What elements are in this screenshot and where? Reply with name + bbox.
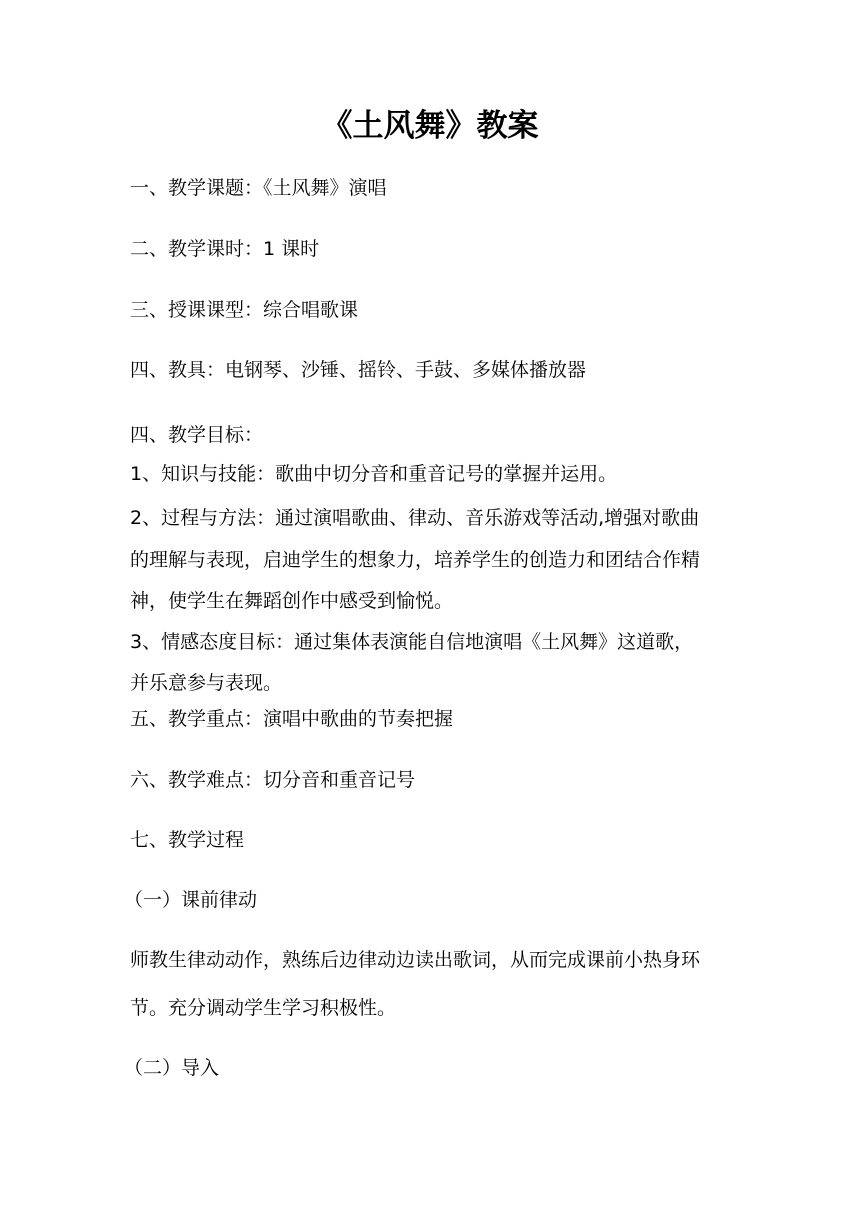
objective-process-line-3: 神，使学生在舞蹈创作中感受到愉悦。 bbox=[130, 590, 454, 612]
objective-process-line-2: 的理解与表现，启迪学生的想象力，培养学生的创造力和团结合作精 bbox=[130, 549, 701, 571]
document-title: 《土风舞》教案 bbox=[321, 108, 539, 144]
subsection-introduction: （二）导入 bbox=[124, 1057, 220, 1079]
section-objectives-heading: 四、教学目标： bbox=[130, 424, 264, 446]
section-process-heading: 七、教学过程 bbox=[130, 829, 245, 851]
section-class-type: 三、授课课型：综合唱歌课 bbox=[130, 299, 359, 321]
objective-process-line-1: 2、过程与方法：通过演唱歌曲、律动、音乐游戏等活动,增强对歌曲 bbox=[130, 507, 700, 529]
section-key-points: 五、教学重点：演唱中歌曲的节奏把握 bbox=[130, 708, 454, 730]
section-difficulties: 六、教学难点：切分音和重音记号 bbox=[130, 769, 416, 791]
section-teaching-aids: 四、教具：电钢琴、沙锤、摇铃、手鼓、多媒体播放器 bbox=[130, 359, 587, 381]
section-topic: 一、教学课题：《土风舞》演唱 bbox=[130, 177, 387, 199]
subsection-warmup: （一）课前律动 bbox=[124, 889, 258, 911]
objective-knowledge: 1、知识与技能：歌曲中切分音和重音记号的掌握并运用。 bbox=[130, 463, 618, 485]
warmup-text-line-1: 师教生律动动作，熟练后边律动边读出歌词，从而完成课前小热身环 bbox=[130, 949, 701, 971]
section-hours: 二、教学课时：1 课时 bbox=[130, 238, 320, 260]
objective-emotion-line-2: 并乐意参与表现。 bbox=[130, 672, 283, 694]
objective-emotion-line-1: 3、情感态度目标：通过集体表演能自信地演唱《土风舞》这道歌， bbox=[130, 631, 694, 653]
warmup-text-line-2: 节。充分调动学生学习积极性。 bbox=[130, 997, 397, 1019]
